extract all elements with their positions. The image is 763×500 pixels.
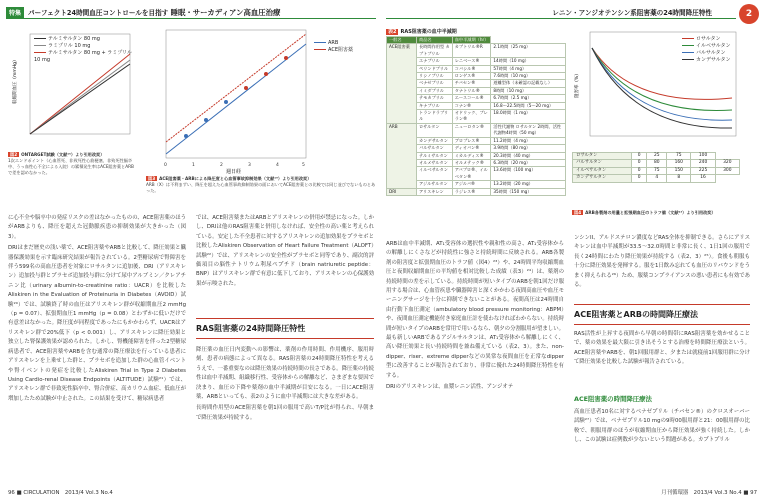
- fig3-caption: [146, 176, 376, 194]
- table-2: [386, 28, 566, 196]
- table-cell: 3.9時間（80 mg）: [491, 145, 566, 152]
- right-page-left-column: [386, 240, 564, 486]
- legend-item-irbesartan: イルベサルタン: [682, 43, 731, 50]
- left-column-text: [8, 214, 186, 486]
- table-cell: 0: [631, 175, 646, 182]
- table-cell: 57時間（4 mg）: [491, 65, 566, 72]
- fig4-legend: [682, 36, 731, 64]
- table-cell: 6.3時間（20 mg）: [491, 159, 566, 166]
- svg-text:2: 2: [220, 163, 223, 168]
- table-cell: 300: [715, 167, 739, 174]
- table-group-label: DRI: [387, 188, 417, 195]
- section-heading-timed-therapy: ACE阻害薬とARBの時間降圧療法: [574, 304, 750, 325]
- paragraph: DRIのアリスキレンは、血漿レニン活性、アンジオテ: [386, 384, 514, 391]
- table-cell: テルミサルタン: [417, 152, 453, 159]
- fig2-ylabel: 収縮期血圧（mmHg）: [13, 57, 18, 104]
- legend-item-ace: ACE阻害薬: [314, 47, 353, 54]
- legend-item-arb: ARB: [314, 40, 353, 47]
- table-cell: 225: [691, 167, 715, 174]
- fig2-title: ONTARGET試験（文献¹⁵）より引用改変）: [21, 152, 105, 157]
- table-cell: カプトリル®R: [452, 44, 491, 58]
- table-cell: ペリンドプリル: [417, 65, 453, 72]
- header-bold-title: 睡眠・サーカディアン高血圧治療: [170, 7, 281, 17]
- fig2-number: 図2: [10, 152, 18, 157]
- table-cell: 18.0時間（1 mg）: [491, 110, 566, 124]
- paragraph: 高血圧患者10名に対するベナゼプリル（チバセン®）のクロスオーバー試験²⁷）では、ベナゼプリル10 mgの9時00服用群と21：00服用群の比較で、朝服用群のほうが収縮期血圧から降圧効果が強く持続した。しかし、この試験は症例数が少ないという問題がある。カプトプリル: [574, 409, 750, 444]
- table-cell: カンデサルタン: [417, 137, 453, 144]
- table-cell: エースコール®: [452, 95, 491, 102]
- table-cell: 16: [691, 175, 715, 182]
- table-cell: カンデサルタン: [573, 175, 632, 182]
- table-cell: コバシル®: [452, 65, 491, 72]
- table-cell: バルサルタン: [573, 160, 632, 167]
- fig2-caption: [8, 152, 138, 176]
- table-row: [387, 123, 566, 137]
- table-row: [573, 160, 740, 167]
- table-row: [573, 175, 740, 182]
- table-cell: 長時間作用型 カプトプリル: [417, 44, 453, 58]
- table-cell: バルサルタン: [417, 145, 453, 152]
- paragraph: 長時間作用型のACE阻害薬を朝1回の服用で高いT/P比が得られ、早朝まで降圧効果が持続する。: [196, 405, 374, 421]
- svg-text:3: 3: [248, 163, 251, 168]
- col-header: 血中半減期（hr）: [452, 37, 491, 44]
- legend-item-losartan: ロサルタン: [682, 36, 731, 43]
- table-cell: 100: [691, 153, 715, 160]
- fig4-dose-table: [572, 152, 740, 183]
- table-cell: オルメサルタン: [417, 159, 453, 166]
- table-cell: イルベサルタン: [417, 167, 453, 181]
- table-2-grid: [386, 36, 566, 196]
- table-group-label: ACE阻害薬: [387, 44, 417, 123]
- right-column-text-top: [196, 214, 374, 306]
- table-cell: 35時間（150 mg）: [491, 188, 566, 195]
- left-running-header: [6, 6, 376, 19]
- paragraph: 降圧薬の血圧日内変動への影響は、薬剤の作用時間、作用機序、服用時刻、患者の病態によって異なる。RAS阻害薬の24時間降圧特性を考えるうえで、一番重要なのは降圧効果の持続時間の長さである。降圧薬の持続性は血中半減期、組織移行性、受容体からの解離など、さまざまな要因で決まり、血圧の下降や薬剤の血中半減期が目安になる。一日にACE阻害薬、ARBといっても、表2のように血中半減期には大きな差がある。: [196, 347, 374, 401]
- fig3-note: ARB（X）は不利まずい、降圧を超えた心血管事故抑制効果の面においてACE阻害薬との比較では同じ並びでないものとあった。: [146, 182, 376, 193]
- legend-item-ramipril: ラミプリル 10 mg: [34, 43, 138, 50]
- left-page: [0, 0, 381, 500]
- fig4-caption: 図4 ARB各製剤の用量と拡張期血圧のトラフ値（文献²³）より引用改変）: [574, 210, 716, 215]
- figure-2: [8, 24, 138, 214]
- table-cell: イミダプリル: [417, 87, 453, 94]
- table-cell: アリスキレン: [417, 188, 453, 195]
- table-cell: 13.2時間（20 mg）: [491, 181, 566, 188]
- figure-4: [572, 28, 742, 258]
- table-cell: 16.8〜22.5時間（5〜20 mg）: [491, 102, 566, 109]
- table-cell: イルベサルタン: [573, 167, 632, 174]
- right-footer: 月刊循環器 2013/4 Vol.3 No.4 ■ 97: [661, 490, 757, 496]
- table-row: [573, 153, 740, 160]
- table-cell: 0: [631, 153, 646, 160]
- section-ras-text: [196, 346, 374, 486]
- table-cell: レニベース®: [452, 58, 491, 65]
- fig2-note: 1次エンドポイント（心血管死、非致死性心筋梗塞、非致死性脳卒中、うっ血性心不全による入院）の累積発生率はACE阻害薬とARBで差を認めなかった。: [8, 158, 134, 175]
- table-row: [573, 167, 740, 174]
- section-timed-text: [574, 330, 750, 388]
- table-cell: アバプロ®、イルベタン®: [452, 167, 491, 181]
- fig3-xlabel: 週日経: [226, 169, 242, 174]
- table-cell: アジルサルタン: [417, 181, 453, 188]
- table-cell: トランドラプリル: [417, 110, 453, 124]
- table-cell: タナトリル®: [452, 87, 491, 94]
- table-cell: 6.7時間（2.5 mg）: [491, 95, 566, 102]
- col-header: 商品名: [417, 37, 453, 44]
- table-cell: 320: [715, 160, 739, 167]
- table-cell: ブロプレス®: [452, 137, 491, 144]
- legend-item-telmisartan: テルミサルタン 80 mg: [34, 36, 138, 43]
- table-cell: 150: [667, 167, 691, 174]
- table-cell: テモカプリル: [417, 95, 453, 102]
- right-page: [382, 0, 763, 500]
- fig3-legend: [314, 40, 353, 54]
- table-cell: 240: [691, 160, 715, 167]
- legend-item-candesartan: カンデサルタン: [682, 57, 731, 64]
- table-cell: 14時間（10 mg）: [491, 58, 566, 65]
- table-cell: キナプリル: [417, 102, 453, 109]
- table-cell: 75: [667, 153, 691, 160]
- table-cell: 80: [647, 160, 667, 167]
- chapter-badge: 2: [739, 4, 759, 24]
- table-cell: オルメテック®: [452, 159, 491, 166]
- left-footer: 96 ■ CIRCULATION 2013/4 Vol.3 No.4: [8, 490, 113, 496]
- table-cell: オドリック、プレラン®: [452, 110, 491, 124]
- paragraph: ンシンII、アルドステロン濃度などRAS全体を抑制できる。さらにアリスキレンは血中半減期が33.5〜32.0時間と非常に長く、1日1回の服用で長く24時間にわたり降圧効果が持続する（表2、3）²⁵）。食後も朝服も十分に降圧効果を発揮する。服を1日飲み忘れても血圧のリバウンドをうまく抑えられる²⁶）ため、服薬コンプライアンスの悪い患者にも有効である。: [574, 235, 750, 289]
- fig3-number: 図3: [148, 176, 156, 181]
- table-cell: リシノプリル: [417, 73, 453, 80]
- fig2-legend: [34, 36, 138, 64]
- table-cell: 20.3時間（40 mg）: [491, 152, 566, 159]
- paragraph: ARBは血中半減期、AT₁受容体の選択性や親和性の高さ、AT₁受容体からの解離しにくさなどが持続性に強さと持続時間に反映される。ARB各製剤の阻害度と拡張期血圧のトラフ値（図4）²³）や、24時間平均収縮期血圧と夜間収縮期血圧の平均値を相対比較した成績（表3）²⁴）は、薬剤の持続時間の差を示している。持続時間が短いタイプのARBを朝1回だけ服用する場合は、心血管疾患や臓器障害と深くかかわる夜間高血圧や血圧モーニングサージを十分に抑制できないことがある。夜間高圧は24時間自由行動下血圧測定（ambulatory blood pressure monitoring：ABPM）や、夜間血圧測定機能付き家庭血圧計を使わなければわからない。持続時間が短いタイプのARBを常用で用いるなら、朝夕の分割服用が望ましい。最も新しいARBであるアジルサルタンは、AT₁受容体から解離しにくく、高い降圧効果と長い持続時間を兼ね備えている（表2、3）。また、non-dipper、riser、extreme dipperなどの異常な夜間血圧を正常なdipper型に改善することが報告されており、非常に優れた24時間降圧特性を有する。: [386, 241, 564, 379]
- paragraph: に心不全や脳卒中の発症リスクの差はなかったものの、ACE阻害薬のほうがARBよりも、降圧を超えた冠動脈疾患の抑制効果が大きかった（図3）。: [8, 215, 186, 240]
- table-cell: 0: [631, 160, 646, 167]
- svg-text:4: 4: [276, 163, 279, 168]
- table-cell: ロサルタン: [573, 153, 632, 160]
- table-2-caption: 表2 RAS阻害薬の血中半減期: [388, 29, 457, 35]
- fig3-title: ACE阻害薬・ARBによる降圧度と心血管事故抑制効果（文献¹⁹）より引用改変）: [159, 176, 312, 181]
- table-cell: ニューロタン®: [452, 123, 491, 137]
- table-cell: 13.6時間（100 mg）: [491, 167, 566, 181]
- table-cell: ロサルタン: [417, 123, 453, 137]
- legend-item-combo: テルミサルタン 80 mg + ラミプリル 10 mg: [34, 50, 133, 63]
- table-cell: ロンゲス®: [452, 73, 491, 80]
- svg-text:5: 5: [302, 163, 305, 168]
- table-group-label: ARB: [387, 123, 417, 188]
- subheading-ace: ACE阻害薬の時間降圧療法: [574, 395, 652, 403]
- table-cell: 7.6時間（10 mg）: [491, 73, 566, 80]
- right-running-header: レニン・アンジオテンシン系阻害薬の24時間降圧特性: [386, 6, 736, 19]
- table-cell: 8時間（10 mg）: [491, 87, 566, 94]
- header-tag: 特集: [6, 7, 24, 18]
- table-cell: 75: [647, 167, 667, 174]
- table-cell: 8: [667, 175, 691, 182]
- right-page-right-column-top: [574, 234, 750, 300]
- table-cell: エナプリル: [417, 58, 453, 65]
- table-cell: 11.2時間（4 mg）: [491, 137, 566, 144]
- paragraph: RAS活性が上昇する夜間から早朝の時間帯にRAS阻害薬を効かせることで、薬の効果を最大限に引き出そうとする治療を時間降圧療法という。ACE阻害薬やARBを、朝1回服用群と、夕または就寝前1回服用群に分けて降圧効果を比較した試験が報告されている。: [574, 331, 750, 366]
- table-cell: ディオバン®: [452, 145, 491, 152]
- table-cell: 遊離型体（未確認の記載なし）: [491, 80, 566, 87]
- table-cell: 活性代謝物 ロサルタン 2時間、活性代謝物4時間（50 mg）: [491, 123, 566, 137]
- table-cell: 160: [667, 160, 691, 167]
- table-cell: ベナゼプリル: [417, 80, 453, 87]
- svg-text:1: 1: [192, 163, 195, 168]
- svg-text:0: 0: [164, 163, 167, 168]
- table-cell: 2.1時間（25 mg）: [491, 44, 566, 58]
- figure-3: [146, 24, 376, 214]
- table-row: [387, 44, 566, 58]
- table-cell: 25: [647, 153, 667, 160]
- table-row: [387, 188, 566, 195]
- table-cell: 0: [631, 167, 646, 174]
- paragraph: DRIはまだ歴史の浅い薬で、ACE阻害薬やARBと比較して、降圧効果と臓器保護効果を示す臨床研究結果が報告されている。2型糖尿病で腎障害を伴う599名の高血圧患者を対象にロサルタンに追加後、DRI（アリスキレン）追加投与群とプラセボ追加投与群に分けて尿中アルブミン／クレアチニン比（urinary albumin-to-creatinine ratio：UACR）を比較したAliskiren in the Evaluation of Proteinuria in Diabetes（AVOID）試験²⁰）では、試験終了時の血圧はアリスキレン群が収縮期血圧2 mmHg（p = 0.07）、拡張期血圧1 mmHg（p = 0.08）とわずかに低いだけで有意差はなかった。降圧度が同程度であったにもかかわらず、UACRはアリスキレン群で20%低下（p < 0.001）し、アリスキレンに降圧効果と独立した腎保護効果が認められた。しかし、腎機能障害を伴った2型糖尿病患者で、ACE阻害薬やARBを含む通常の降圧療法を行っている患者にアリスキレンを上乗せした群と、プラセボを追加した群の心血管イベントや腎イベントの発症を比較したAliskiren Trial in Type 2 Diabetes Using Cardio-renal Disease Endpoints（ALTITUDE）試験²¹）では、アリスキレン群で非致死性脳卒中、腎合併症、高カリウム血症、低血圧が増加したため試験が中止された。この結果を受けて、糖尿病患者: [8, 245, 186, 402]
- subsection-ace-text: [574, 408, 750, 486]
- table-cell: アジルバ®: [452, 181, 491, 188]
- section-heading-ras: RAS阻害薬の24時間降圧特性: [196, 318, 374, 339]
- table-cell: 4: [647, 175, 667, 182]
- fig4-ylabel: 阻害率（%）: [575, 71, 580, 98]
- col-header: 一般名: [387, 37, 417, 44]
- table-cell: ラジレス®: [452, 188, 491, 195]
- table-cell: ミカルディス®: [452, 152, 491, 159]
- header-title: パーフェクト24時間血圧コントロールを目指す: [28, 9, 169, 17]
- table-cell: チバセン®: [452, 80, 491, 87]
- paragraph: では、ACE阻害薬またはARBとアリスキレンの併用が禁忌になった。しかし、DRIは他のRAS阻害薬と併用しなければ、安全性の高い薬と考えられている。安定した不全患者に対するアリスキレンの追加効果をプラセボと比較したAliskiren Observation of Heart Failure Treatment（ALOFT）試験²²）では、アリスキレンの安全性がプラセボと同等であり、副次的評価項目の脳性ナトリウム利尿ペプチド（brain natriuretic peptide：BNP）はアリスキレン群で有意に低下しており、アリスキレンの心保護効果が示唆された。: [196, 215, 374, 287]
- table-cell: コナン®: [452, 102, 491, 109]
- legend-item-valsartan: バルサルタン: [682, 50, 731, 57]
